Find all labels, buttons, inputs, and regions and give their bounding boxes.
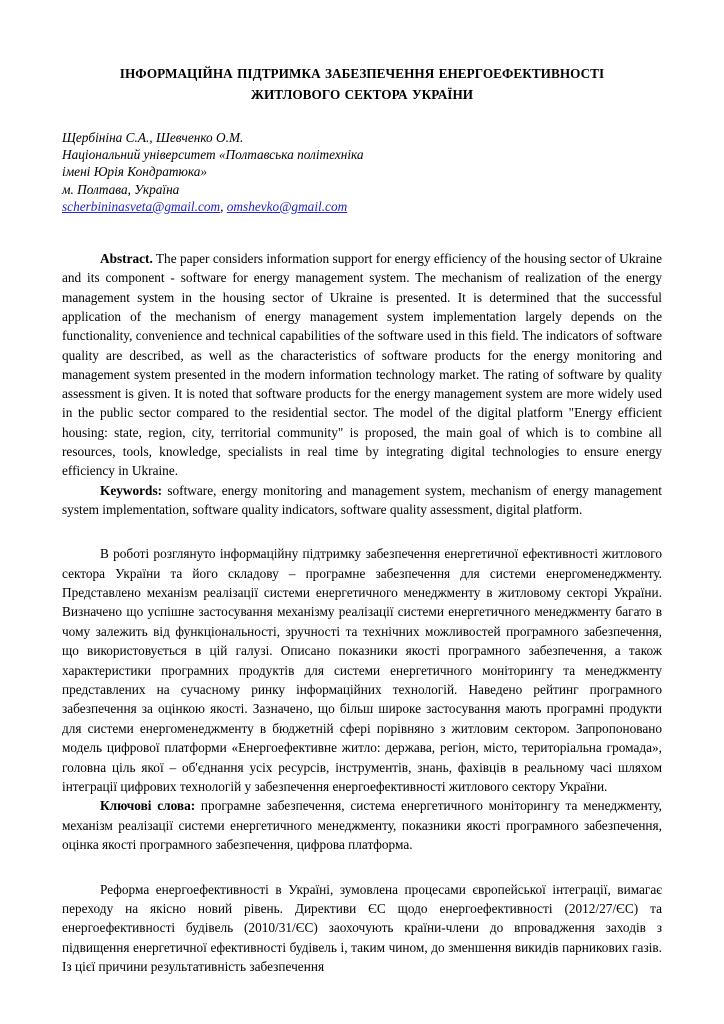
affiliation-line-2: імені Юрія Кондратюка» [62, 164, 208, 180]
keywords-en-text: software, energy monitoring and management system, mechanism of energy management system implementation, software quality indicators, software quality assessment, digital platform. [62, 482, 662, 517]
title-line-1: ІНФОРМАЦІЙНА ПІДТРИМКА ЗАБЕЗПЕЧЕННЯ ЕНЕРГОЕФЕКТИВНОСТІ [119, 66, 605, 81]
keywords-uk-text: програмне забезпечення, система енергетичного моніторингу та менеджменту, механізм реалізації системи енергетичного менеджменту, показники якості програмного забезпечення, оцінка якості програмного забезпечення, цифрова платформа. [62, 798, 662, 853]
title-line-2: ЖИТЛОВОГО СЕКТОРА УКРАЇНИ [250, 86, 474, 102]
keywords-uk-paragraph [62, 796, 662, 854]
page-title [62, 0, 662, 105]
email-separator: , [220, 198, 227, 214]
author-block [62, 105, 662, 215]
spacer-before-summary [62, 519, 662, 544]
intro-uk-paragraph: Реформа енергоефективності в Україні, зумовлена процесами європейської інтеграції, вимагає переходу на якісно новий рівень. Директиви ЄС щодо енергоефективності (2012/27/ЄС) та енергоефективності будівель (2010/31/ЄС) заохочують країни-члени до впровадження заходів з підвищення енергетичної ефективності будівель і, таким чином, до зменшення викидів парникових газів. Із цієї причини результативність забезпечення [62, 881, 662, 975]
author-names: Щербініна С.А., Шевченко О.М. [62, 130, 244, 145]
affiliation-line-1: Національний університет «Полтавська політехніка [62, 147, 364, 163]
email-line [62, 198, 662, 215]
author-city: м. Полтава, Україна [62, 181, 180, 197]
page-content [62, 0, 662, 977]
keywords-en-label: Keywords: [100, 482, 163, 498]
abstract-paragraph [62, 249, 662, 481]
keywords-en-paragraph [62, 481, 662, 520]
keywords-uk-label: Ключові слова: [100, 798, 196, 814]
abstract-text: The paper considers information support for energy efficiency of the housing sector of Ukraine and its component - software for energy management system. The mechanism of realization of the energy management system in the housing sector of Ukraine is presented. It is determined that the successful application of the mechanism of energy management system implementation largely depends on the functionality, convenience and technical capabilities of the software used in this field. The indicators of software quality are described, as well as the characteristics of software products for the energy monitoring and management system presented in the modern information technology market. The rating of software by quality assessment is given. It is noted that software products for the energy management system are more widely used in the public sector compared to the residential sector. The model of the digital platform "Energy efficient housing: state, region, city, territorial community" is proposed, the main goal of which is to combine all resources, tools, knowledge, specialists in real time by integrating digital technologies to ensure energy efficiency in Ukraine. [62, 251, 662, 479]
email-link-2[interactable]: omshevko@gmail.com [226, 198, 348, 214]
spacer-before-abstract [62, 215, 662, 249]
email-link-1[interactable]: scherbininasveta@gmail.com [62, 198, 221, 214]
spacer-before-intro [62, 855, 662, 880]
abstract-label: Abstract. [100, 251, 153, 267]
summary-uk-paragraph: В роботі розглянуто інформаційну підтримку забезпечення енергетичної ефективності житлового сектора України та його складову – програмне забезпечення для системи енергоменеджменту. Представлено механізм реалізації системи енергетичного менеджменту в житловому секторі України. Визначено що успішне застосування механізму реалізації системи енергетичного менеджменту багато в чому залежить від функціональності, зручності та технічних можливостей програмного забезпечення, що використовується в цій галузі. Описано показники якості програмного забезпечення, а також характеристики програмних продуктів для системи енергетичного моніторингу та менеджменту представлених на сучасному ринку інформаційних технологій. Наведено рейтинг програмного забезпечення за оцінкою якості. Зазначено, що більш широке застосування мають програмні продукти для системи енергоменеджменту в бюджетній сфері порівняно з житловим сектором. Запропоновано модель цифрової платформи «Енергоефективне житло: держава, регіон, місто, територіальна громада», головна ціль якої – об'єднання усіх ресурсів, інструментів, знань, фахівців в реальному часі шляхом інтеграції цифрових технологій у забезпечення енергоефективності житлового сектору України. [62, 546, 662, 795]
